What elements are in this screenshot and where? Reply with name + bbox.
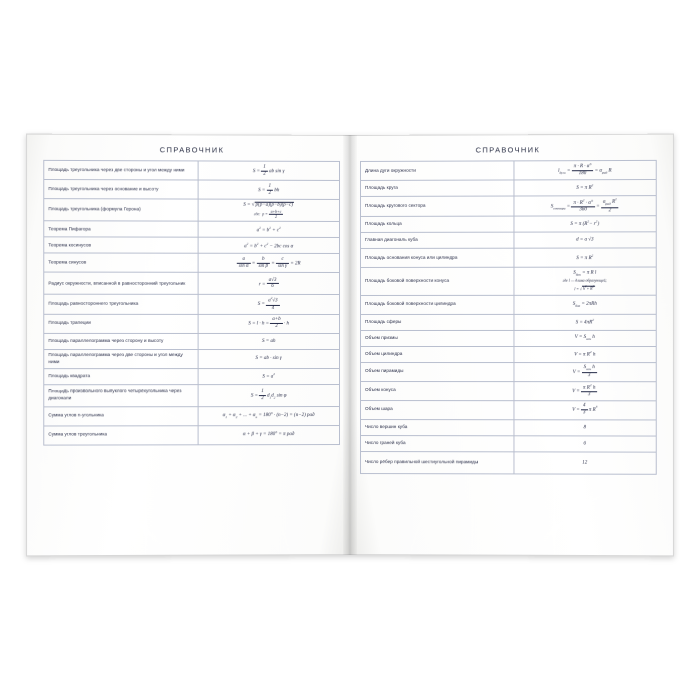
table-row	[44, 384, 340, 406]
table-row	[360, 435, 656, 452]
formula-value: 8	[513, 419, 656, 435]
formula-value: S = π $(R^2- r^2)$	[513, 216, 656, 232]
formula-name: Площадь круга	[360, 180, 513, 197]
table-row	[360, 381, 656, 400]
formula-name: Площадь кругового сектора	[360, 196, 513, 217]
formula-value: r = $\frac{a√3}{6}$	[198, 273, 340, 295]
formula-name: Сумма углов n-угольника	[44, 406, 198, 425]
formula-name: Площадь равностороннего треугольника	[44, 295, 198, 314]
formula-value: S = $\frac{1}{2}$ bh	[198, 180, 340, 199]
table-row	[360, 196, 656, 217]
formula-name: Объем пирамиды	[360, 362, 513, 381]
left-page	[26, 134, 350, 557]
formula-value: $S = 4\pi R^2$	[513, 314, 656, 330]
table-row	[360, 362, 656, 381]
formula-value: α + β + γ = 180° = π рад	[198, 425, 340, 444]
notebook-spread	[28, 135, 672, 555]
table-row	[44, 349, 340, 368]
table-row	[360, 314, 656, 330]
table-row	[44, 237, 340, 254]
formula-value: 6	[513, 435, 656, 451]
right-page-title: СПРАВОЧНИК	[475, 145, 541, 155]
formula-name: Площадь кольца	[360, 216, 513, 232]
formula-value: S = ah	[198, 333, 340, 349]
table-row	[360, 419, 656, 436]
table-row	[360, 160, 656, 180]
formula-name: Теорема синусов	[44, 253, 198, 272]
formula-name: Площадь треугольника через основание и высоту	[44, 179, 198, 199]
formula-value: S = ab · sin γ	[198, 349, 340, 368]
formula-name: Число граней куба	[360, 435, 513, 451]
formula-name: Площадь треугольника через две стороны и угол между ними	[44, 160, 198, 180]
table-row	[44, 273, 340, 295]
formula-name: Сумма углов треугольника	[44, 425, 198, 444]
formula-name: Площадь боковой поверхности цилиндра	[360, 295, 513, 314]
formula-name: Площадь параллелограмма через две стороны и угол между ними	[44, 349, 198, 368]
left-page-title: СПРАВОЧНИК	[159, 145, 225, 155]
formula-value: S = π $R^2$	[513, 248, 656, 267]
formula-value: $S_{бок} = 2\pi Rh$	[513, 295, 656, 314]
formula-name: Объем шара	[360, 400, 513, 419]
table-row	[360, 267, 656, 295]
formula-value: $a^2 = b^2 + c^2 - 2bc$ cos α	[198, 238, 340, 254]
left-formula-table	[43, 160, 340, 445]
table-row	[360, 346, 656, 362]
formula-name: Число рёбер правильной шестиугольной пирамиды	[360, 451, 513, 473]
formula-value: S = l · h = $\frac{a+b}{2}$ · h	[198, 314, 340, 333]
table-row	[360, 216, 656, 233]
formula-name: Теорема Пифагора	[44, 221, 198, 237]
formula-value: $\frac{a}{\text{sin α}}$ = $\frac{b}{\text{sin β}}$ = $\frac{c}{\text{sin γ}}$ = 2R	[198, 254, 340, 273]
table-row	[44, 295, 340, 314]
right-formula-table	[360, 160, 657, 475]
formula-value: $l_{дуги}$ = $\frac{\pi \cdot R \cdot \alpha^\circ}{180}$ = $\alpha_{рад}$ R	[513, 160, 656, 180]
formula-name: Главная диагональ куба	[360, 232, 513, 248]
table-row	[360, 295, 656, 314]
formula-name: Длина дуги окружности	[360, 161, 513, 181]
formula-name: Объем призмы	[360, 330, 513, 346]
formula-value: d = a √3	[513, 232, 656, 248]
table-row	[44, 199, 340, 222]
table-row	[44, 179, 340, 199]
table-row	[44, 253, 340, 273]
formula-value: S = $\frac{1}{2}$ ab sin γ	[198, 161, 340, 181]
formula-name: Объем конуса	[360, 381, 513, 400]
formula-value: $S_{бок} = \pi$ R l где l — длина образующей; l = √h2+ R2	[513, 267, 656, 295]
table-row	[44, 406, 340, 425]
table-row	[44, 425, 340, 445]
formula-name: Теорема косинусов	[44, 237, 198, 253]
formula-name: Радиус окружности, вписанной в равносторонний треугольник	[44, 273, 198, 295]
formula-name: Число вершин куба	[360, 419, 513, 435]
formula-name: Площадь сферы	[360, 314, 513, 330]
formula-value: 12	[513, 452, 656, 474]
table-row	[44, 368, 340, 384]
table-row	[44, 314, 340, 333]
formula-value: $\alpha_1 + \alpha_2$ + ... + $\alpha_n = 180^\circ \cdot (n-2) = (n-2)$ рад	[198, 406, 340, 425]
formula-value: V = $\frac{\pi R^2 h}{3}$	[513, 381, 656, 400]
formula-name: Площадь боковой поверхности конуса	[360, 268, 513, 295]
table-row	[360, 232, 656, 249]
formula-value: $a^2 = b^2 + c^2$	[198, 222, 340, 238]
formula-value: V = $\frac{4}{3}$ π $R^3$	[513, 400, 656, 419]
table-row	[360, 451, 656, 474]
table-row	[360, 179, 656, 196]
table-row	[360, 400, 656, 419]
table-row	[360, 248, 656, 268]
formula-name: Площадь параллелограмма через сторону и высоту	[44, 333, 198, 349]
formula-name: Площадь трапеции	[44, 314, 198, 333]
formula-name: Площадь квадрата	[44, 368, 198, 384]
formula-name: Площадь произвольного выпуклого четырёхугольника через диагонали	[44, 384, 198, 406]
formula-value: $S_{сектора}$ = $\frac{\pi \cdot R^2 \cdot \alpha^\circ}{360}$ = $\frac{\alpha_{рад} R^2}{2}$	[513, 196, 656, 217]
table-row	[44, 160, 340, 180]
formula-value: S = π $R^2$	[513, 179, 656, 196]
formula-name: Площадь основания конуса или цилиндра	[360, 248, 513, 267]
formula-value: S = $\frac{a^2√3}{4}$	[198, 295, 340, 314]
right-page	[350, 134, 674, 557]
formula-value: V = π $R^2$ h	[513, 346, 656, 362]
formula-name: Объем цилиндра	[360, 346, 513, 362]
table-row	[360, 330, 656, 346]
table-row	[44, 221, 340, 238]
formula-value: V = $\frac{S_{осн} h}{3}$	[513, 362, 656, 381]
formula-name: Площадь треугольника (формула Герона)	[44, 199, 198, 222]
formula-value: S = √p(p−a)(p−b)(p−c) где: p = $\frac{a+b+c}{2}$	[198, 199, 340, 222]
formula-value: S = $\frac{1}{2}$ $d_1d_2$ sin φ	[198, 384, 340, 406]
formula-value: $V = S_{осн}$ h	[513, 330, 656, 346]
formula-value: $S = a^2$	[198, 368, 340, 384]
table-row	[44, 333, 340, 349]
